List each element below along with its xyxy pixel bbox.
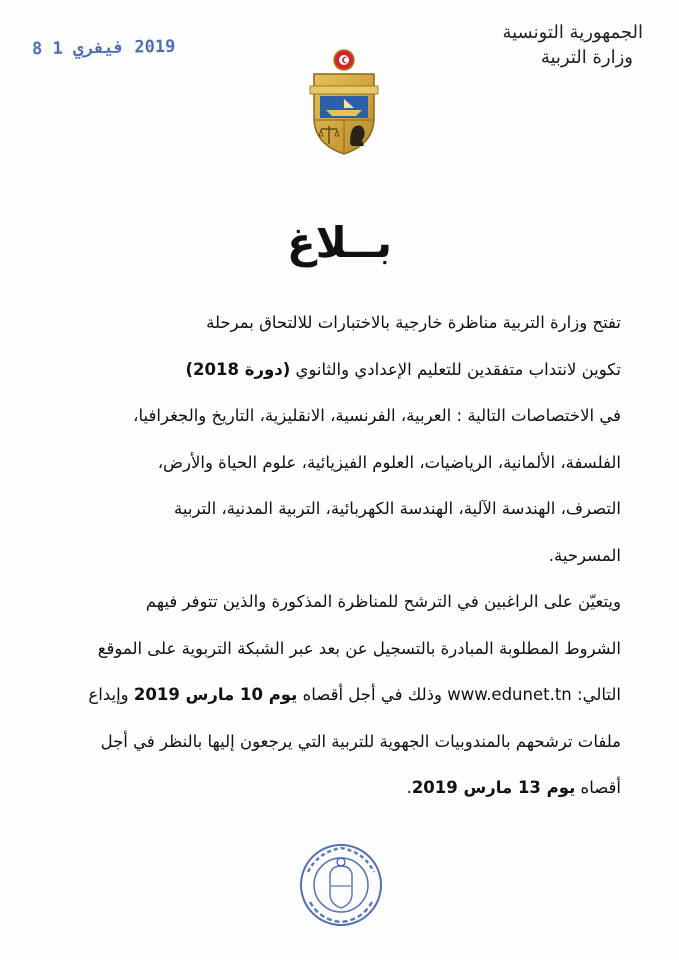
body-line-11-text: أقصاه xyxy=(580,778,621,797)
body-line-5: التصرف، الهندسة الآلية، الهندسة الكهربائية، التربية المدنية، التربية xyxy=(174,499,621,518)
body-line-1: تفتح وزارة التربية مناظرة خارجية بالاختبارات للالتحاق بمرحلة xyxy=(206,313,621,332)
website-url: www.edunet.tn xyxy=(447,685,572,704)
official-seal-icon xyxy=(298,842,384,928)
body-line-8: الشروط المطلوبة المبادرة بالتسجيل عن بعد عبر الشبكة التربوية على الموقع xyxy=(97,638,621,658)
body-line-2-text: تكوين لانتداب متفقدين للتعليم الإعدادي والثانوي xyxy=(295,359,621,379)
body-line-3: في الاختصاصات التالية : العربية، الفرنسية، الانقليزية، التاريخ والجغرافيا، xyxy=(133,406,621,425)
files-deadline: يوم 13 مارس 2019 xyxy=(411,778,576,797)
body-line-9 xyxy=(55,678,621,725)
deadline-prefix: وذلك في أجل أقصاه xyxy=(302,685,442,704)
end-period: . xyxy=(406,778,412,797)
body-line-9-text: التالي: xyxy=(577,685,621,704)
deposit-word: وإيداع xyxy=(88,685,129,704)
republic-name: الجمهورية التونسية xyxy=(502,22,643,43)
tunisia-coat-of-arms-icon xyxy=(304,48,384,158)
announcement-title: بــلاغ xyxy=(286,218,393,267)
announcement-body xyxy=(55,306,621,818)
body-line-11 xyxy=(55,771,621,818)
body-line-10: ملفات ترشحهم بالمندوبيات الجهوية للتربية التي يرجعون إليها بالنظر في أجل xyxy=(100,731,621,751)
date-stamp: 2019 فيفري 1 8 xyxy=(31,36,176,60)
body-line-7: ويتعيّن على الراغبين في الترشح للمناظرة المذكورة والذين تتوفر فيهم xyxy=(145,592,621,611)
body-line-6: المسرحية. xyxy=(548,545,621,565)
online-deadline: يوم 10 مارس 2019 xyxy=(133,685,298,704)
session-label: (دورة 2018) xyxy=(185,359,291,379)
body-line-4: الفلسفة، الألمانية، الرياضيات، العلوم الفيزيائية، علوم الحياة والأرض، xyxy=(157,452,621,472)
letterhead xyxy=(502,22,643,68)
body-line-2 xyxy=(55,353,621,400)
ministry-name: وزارة التربية xyxy=(540,47,633,68)
